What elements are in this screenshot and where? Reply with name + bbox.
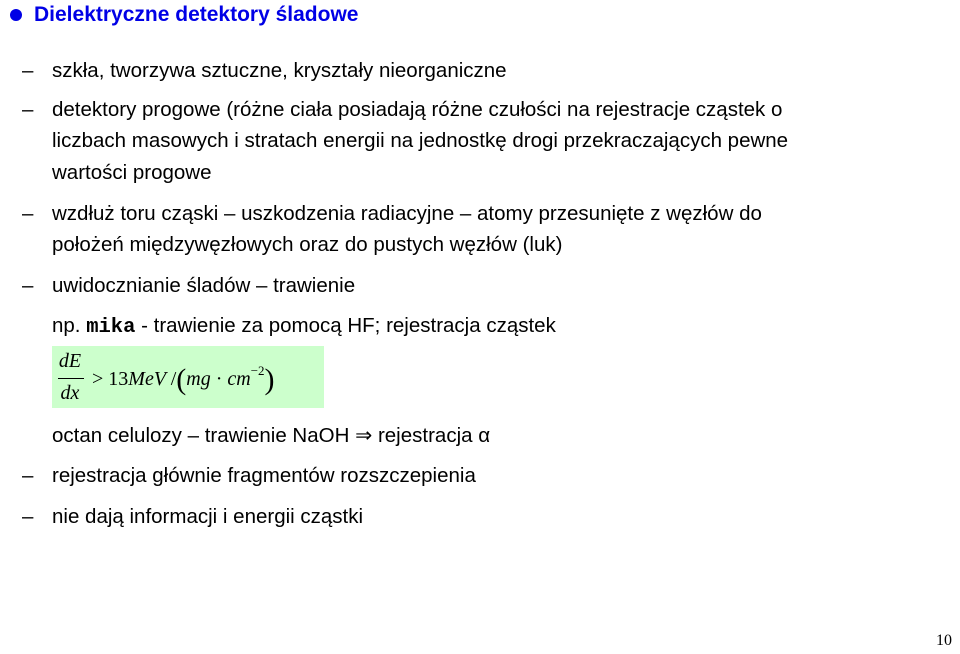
formula-unit: MeV <box>128 368 166 390</box>
list-item-continuation: położeń międzywęzłowych oraz do pustych węzłów (luk) <box>52 233 563 256</box>
mika-prefix: np. <box>52 314 87 337</box>
formula-exponent: −2 <box>250 363 265 378</box>
mika-line <box>52 309 556 345</box>
dash-marker: – <box>22 464 34 487</box>
dash-marker: – <box>22 274 34 297</box>
formula-cm: cm <box>227 368 251 390</box>
mika-rest: - trawienie za pomocą HF; rejestracja cząstek <box>135 314 556 337</box>
left-paren: ( <box>176 363 187 396</box>
gt-sign: > <box>92 368 104 390</box>
slide-title: Dielektryczne detektory śladowe <box>34 3 359 26</box>
list-item: wzdłuż toru cząski – uszkodzenia radiacyjne – atomy przesunięte z węzłów do <box>52 202 762 225</box>
formula-mg: mg <box>186 368 211 390</box>
formula-value: 13 <box>108 368 129 390</box>
formula-rhs <box>92 363 275 397</box>
list-item: uwidocznianie śladów – trawienie <box>52 274 356 297</box>
formula-box <box>52 346 324 408</box>
dash-marker: – <box>22 505 34 528</box>
slide-title-row <box>10 2 358 28</box>
list-item: szkła, tworzywa sztuczne, kryształy nieorganiczne <box>52 59 507 82</box>
list-item-continuation: liczbach masowych i stratach energii na jednostkę drogi przekraczających pewne <box>52 129 789 152</box>
list-item-continuation: wartości progowe <box>52 161 212 184</box>
dash-marker: – <box>22 98 34 121</box>
page-number: 10 <box>936 632 952 649</box>
list-item: detektory progowe (różne ciała posiadają różne czułości na rejestracje cząstek o <box>52 98 783 121</box>
fraction-bar <box>58 378 84 379</box>
dash-marker: – <box>22 202 34 225</box>
mika-bold: mika <box>86 316 136 339</box>
dash-marker: – <box>22 59 34 82</box>
right-paren: ) <box>264 363 275 396</box>
octan-line: octan celulozy – trawienie NaOH ⇒ rejestracja α <box>52 424 491 447</box>
list-item: rejestracja głównie fragmentów rozszczepienia <box>52 464 476 487</box>
fraction-denominator: dx <box>60 382 80 404</box>
bullet-icon <box>10 9 22 21</box>
list-item: nie dają informacji i energii cząstki <box>52 505 364 528</box>
formula-slash: / <box>170 368 177 390</box>
fraction-numerator: dE <box>58 350 82 372</box>
formula-dot: · <box>215 368 223 390</box>
